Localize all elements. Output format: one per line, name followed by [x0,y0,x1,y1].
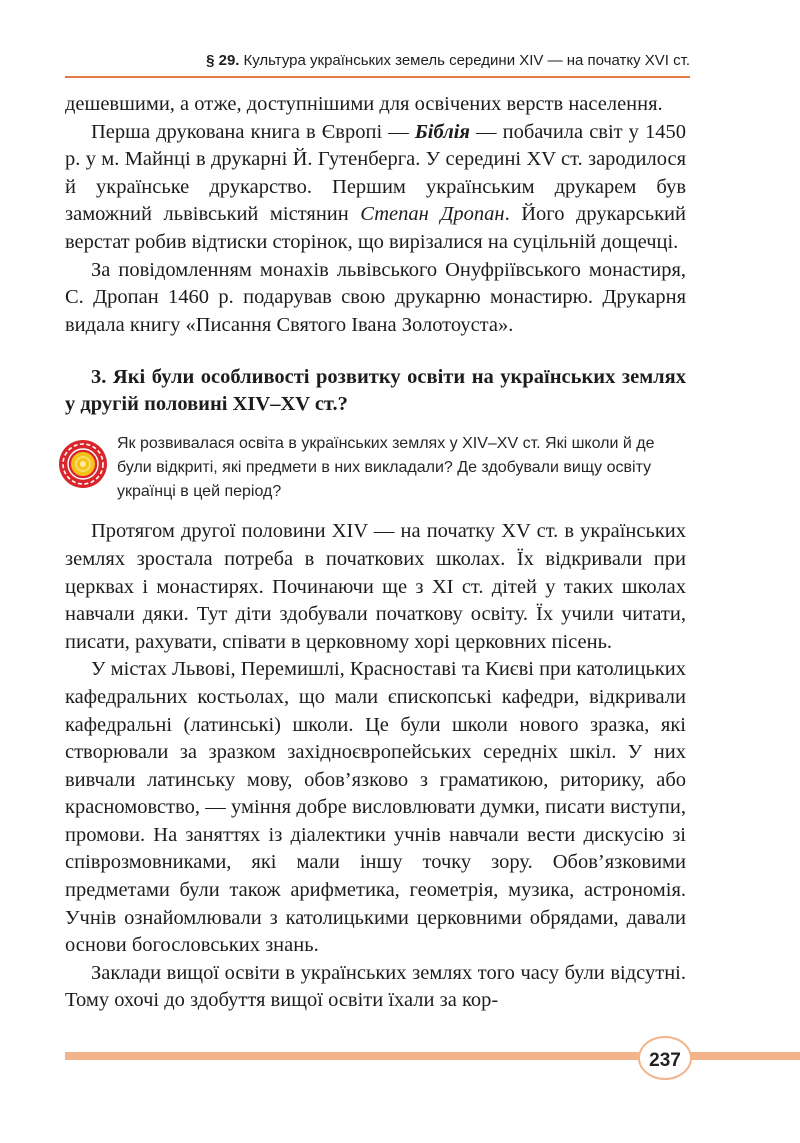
term-bible: Біблія [414,120,470,143]
paragraph-continuation: дешевшими, а отже, доступнішими для освічених верств населення. [65,93,663,115]
page-number: 237 [649,1050,681,1071]
question-text: Як розвивалася освіта в українських землях у XIV–XV ст. Які школи й де були відкриті, які предмети в них викладали? Де здобували вищу освіту українці в цей період? [117,435,655,501]
section-heading: 3. Які були особливості розвитку освіти на українських землях у другій половині XIV–XV ст.? [65,366,686,416]
section-mark: § 29. [206,52,240,69]
paragraph-cathedral-schools: У містах Львові, Перемишлі, Красноставі та Києві при католицьких кафедральних костьолах, що мали єпископські кафедри, відкривали кафедральні (латинські) школи. Це були школи нового зразка, які створювали за зразком західноєвропейських середніх шкіл. У них вивчали латинську мову, обов’язково з граматикою, риторику, або красномовство, — уміння добре висловлювати думки, писати виступи, промови. На заняттях із діалектики учнів навчали вести дискусію зі співрозмовниками, які мали іншу точку зору. Обов’язковими предметами були також арифметика, геометрія, музика, астрономія. Учнів ознайомлювали з католицькими церковними обрядами, давали основи богословських знань. [65,658,686,957]
paragraph-monastery: За повідомленням монахів львівського Онуфріївського монастиря, С. Дропан 1460 р. подарував свою друкарню монастирю. Друкарня видала книгу «Писання Святого Івана Золотоуста». [65,258,686,336]
header-divider [65,76,690,78]
ornament-icon [57,438,109,490]
page-body [65,91,686,1015]
question-box [65,432,686,504]
header-title: Культура українських земель середини XIV — на початку XVI ст. [243,52,690,69]
running-header [65,48,690,74]
name-stepan-dropan: Степан Дропан [360,203,505,226]
paragraph-first-book: Перша друкована книга в Європі — Біблія — побачила світ у 1450 р. у м. Майнці в друкарні Й. Гутенберга. У середині XV ст. зародилося й українське друкарство. Першим українським друкарем був заможний львівський містянин Степан Дропан. Його друкарський верстат робив відтиски сторінок, що вирізалися на суцільній дощечці. [65,120,686,253]
paragraph-primary-schools: Протягом другої половини XIV — на початку XV ст. в українських землях зростала потреба в початкових школах. Їх відкривали при церквах і монастирях. Починаючи ще з XI ст. дітей у таких школах навчали дяки. Тут діти здобували початкову освіту. Їх учили читати, писати, рахувати, співати в церковному хорі церковних пісень. [65,520,686,653]
paragraph-higher-education: Заклади вищої освіти в українських землях того часу були відсутні. Тому охочі до здобуття вищої освіти їхали за кор- [65,961,686,1012]
